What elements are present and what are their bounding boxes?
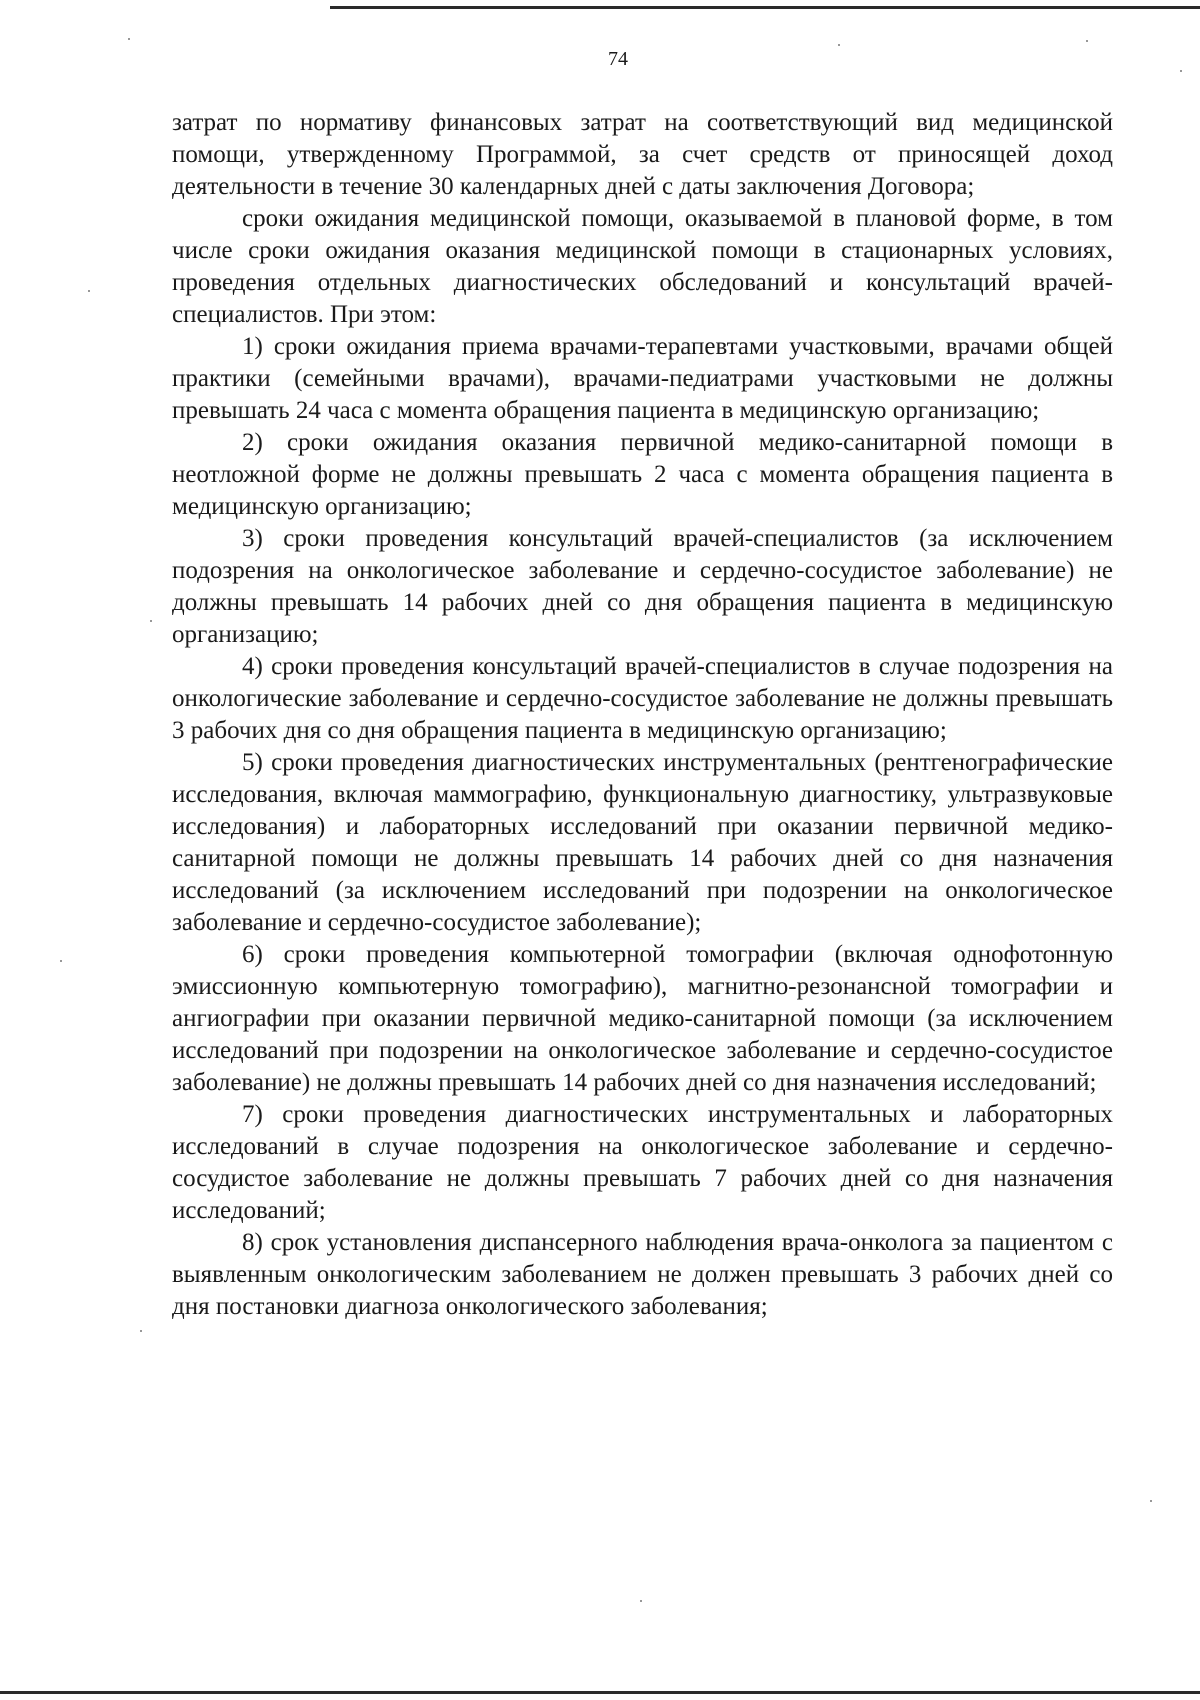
list-item-2: 2) сроки ожидания оказания первичной медико-санитарной помощи в неотложной форме не должны превышать 2 часа с момента обращения пациента в медицинскую организацию; [172, 429, 1113, 520]
paragraph-waiting-times: сроки ожидания медицинской помощи, оказываемой в плановой форме, в том числе сроки ожидания оказания медицинской помощи в стационарных условиях, проведения отдельных диагностических обследований и консультаций врачей-специалистов. При этом: [172, 205, 1113, 328]
scan-speck [1180, 70, 1182, 72]
document-body [172, 107, 1113, 1323]
scan-speck [640, 1600, 642, 1602]
list-item-4: 4) сроки проведения консультаций врачей-специалистов в случае подозрения на онкологические заболевание и сердечно-сосудистое заболевание не должны превышать 3 рабочих дня со дня обращения пациента в медицинскую организацию; [172, 653, 1113, 744]
scan-speck [1086, 40, 1088, 42]
bottom-scan-border [0, 1691, 1200, 1694]
top-scan-border [330, 6, 1200, 9]
list-item-3: 3) сроки проведения консультаций врачей-специалистов (за исключением подозрения на онкологическое заболевание и сердечно-сосудистое заболевание) не должны превышать 14 рабочих дней со дня обращения пациента в медицинскую организацию; [172, 525, 1113, 648]
scan-speck [838, 44, 840, 46]
list-item-1: 1) сроки ожидания приема врачами-терапевтами участковыми, врачами общей практики (семейными врачами), врачами-педиатрами участковыми не должны превышать 24 часа с момента обращения пациента в медицинскую организацию; [172, 333, 1113, 424]
scan-speck [88, 290, 90, 292]
page-number: 74 [608, 48, 628, 70]
paragraph-costs: затрат по нормативу финансовых затрат на соответствующий вид медицинской помощи, утвержденному Программой, за счет средств от приносящей доход деятельности в течение 30 календарных дней с даты заключения Договора; [172, 109, 1113, 200]
list-item-5: 5) сроки проведения диагностических инструментальных (рентгенографические исследования, включая маммографию, функциональную диагностику, ультразвуковые исследования) и лабораторных исследований при оказании первичной медико-санитарной помощи не должны превышать 14 рабочих дней со дня назначения исследований (за исключением исследований при подозрении на онкологическое заболевание и сердечно-сосудистое заболевание); [172, 749, 1113, 936]
scan-speck [1150, 1500, 1152, 1502]
scan-speck [150, 620, 152, 622]
list-item-7: 7) сроки проведения диагностических инструментальных и лабораторных исследований в случае подозрения на онкологическое заболевание и сердечно-сосудистое заболевание не должны превышать 7 рабочих дней со дня назначения исследований; [172, 1101, 1113, 1224]
scan-speck [60, 960, 62, 962]
list-item-8: 8) срок установления диспансерного наблюдения врача-онколога за пациентом с выявленным онкологическим заболеванием не должен превышать 3 рабочих дней со дня постановки диагноза онкологического заболевания; [172, 1229, 1113, 1320]
scan-speck [140, 1330, 142, 1332]
scan-speck [128, 38, 130, 40]
list-item-6: 6) сроки проведения компьютерной томографии (включая однофотонную эмиссионную компьютерную томографию), магнитно-резонансной томографии и ангиографии при оказании первичной медико-санитарной помощи (за исключением исследований при подозрении на онкологическое заболевание и сердечно-сосудистое заболевание) не должны превышать 14 рабочих дней со дня назначения исследований; [172, 941, 1113, 1096]
